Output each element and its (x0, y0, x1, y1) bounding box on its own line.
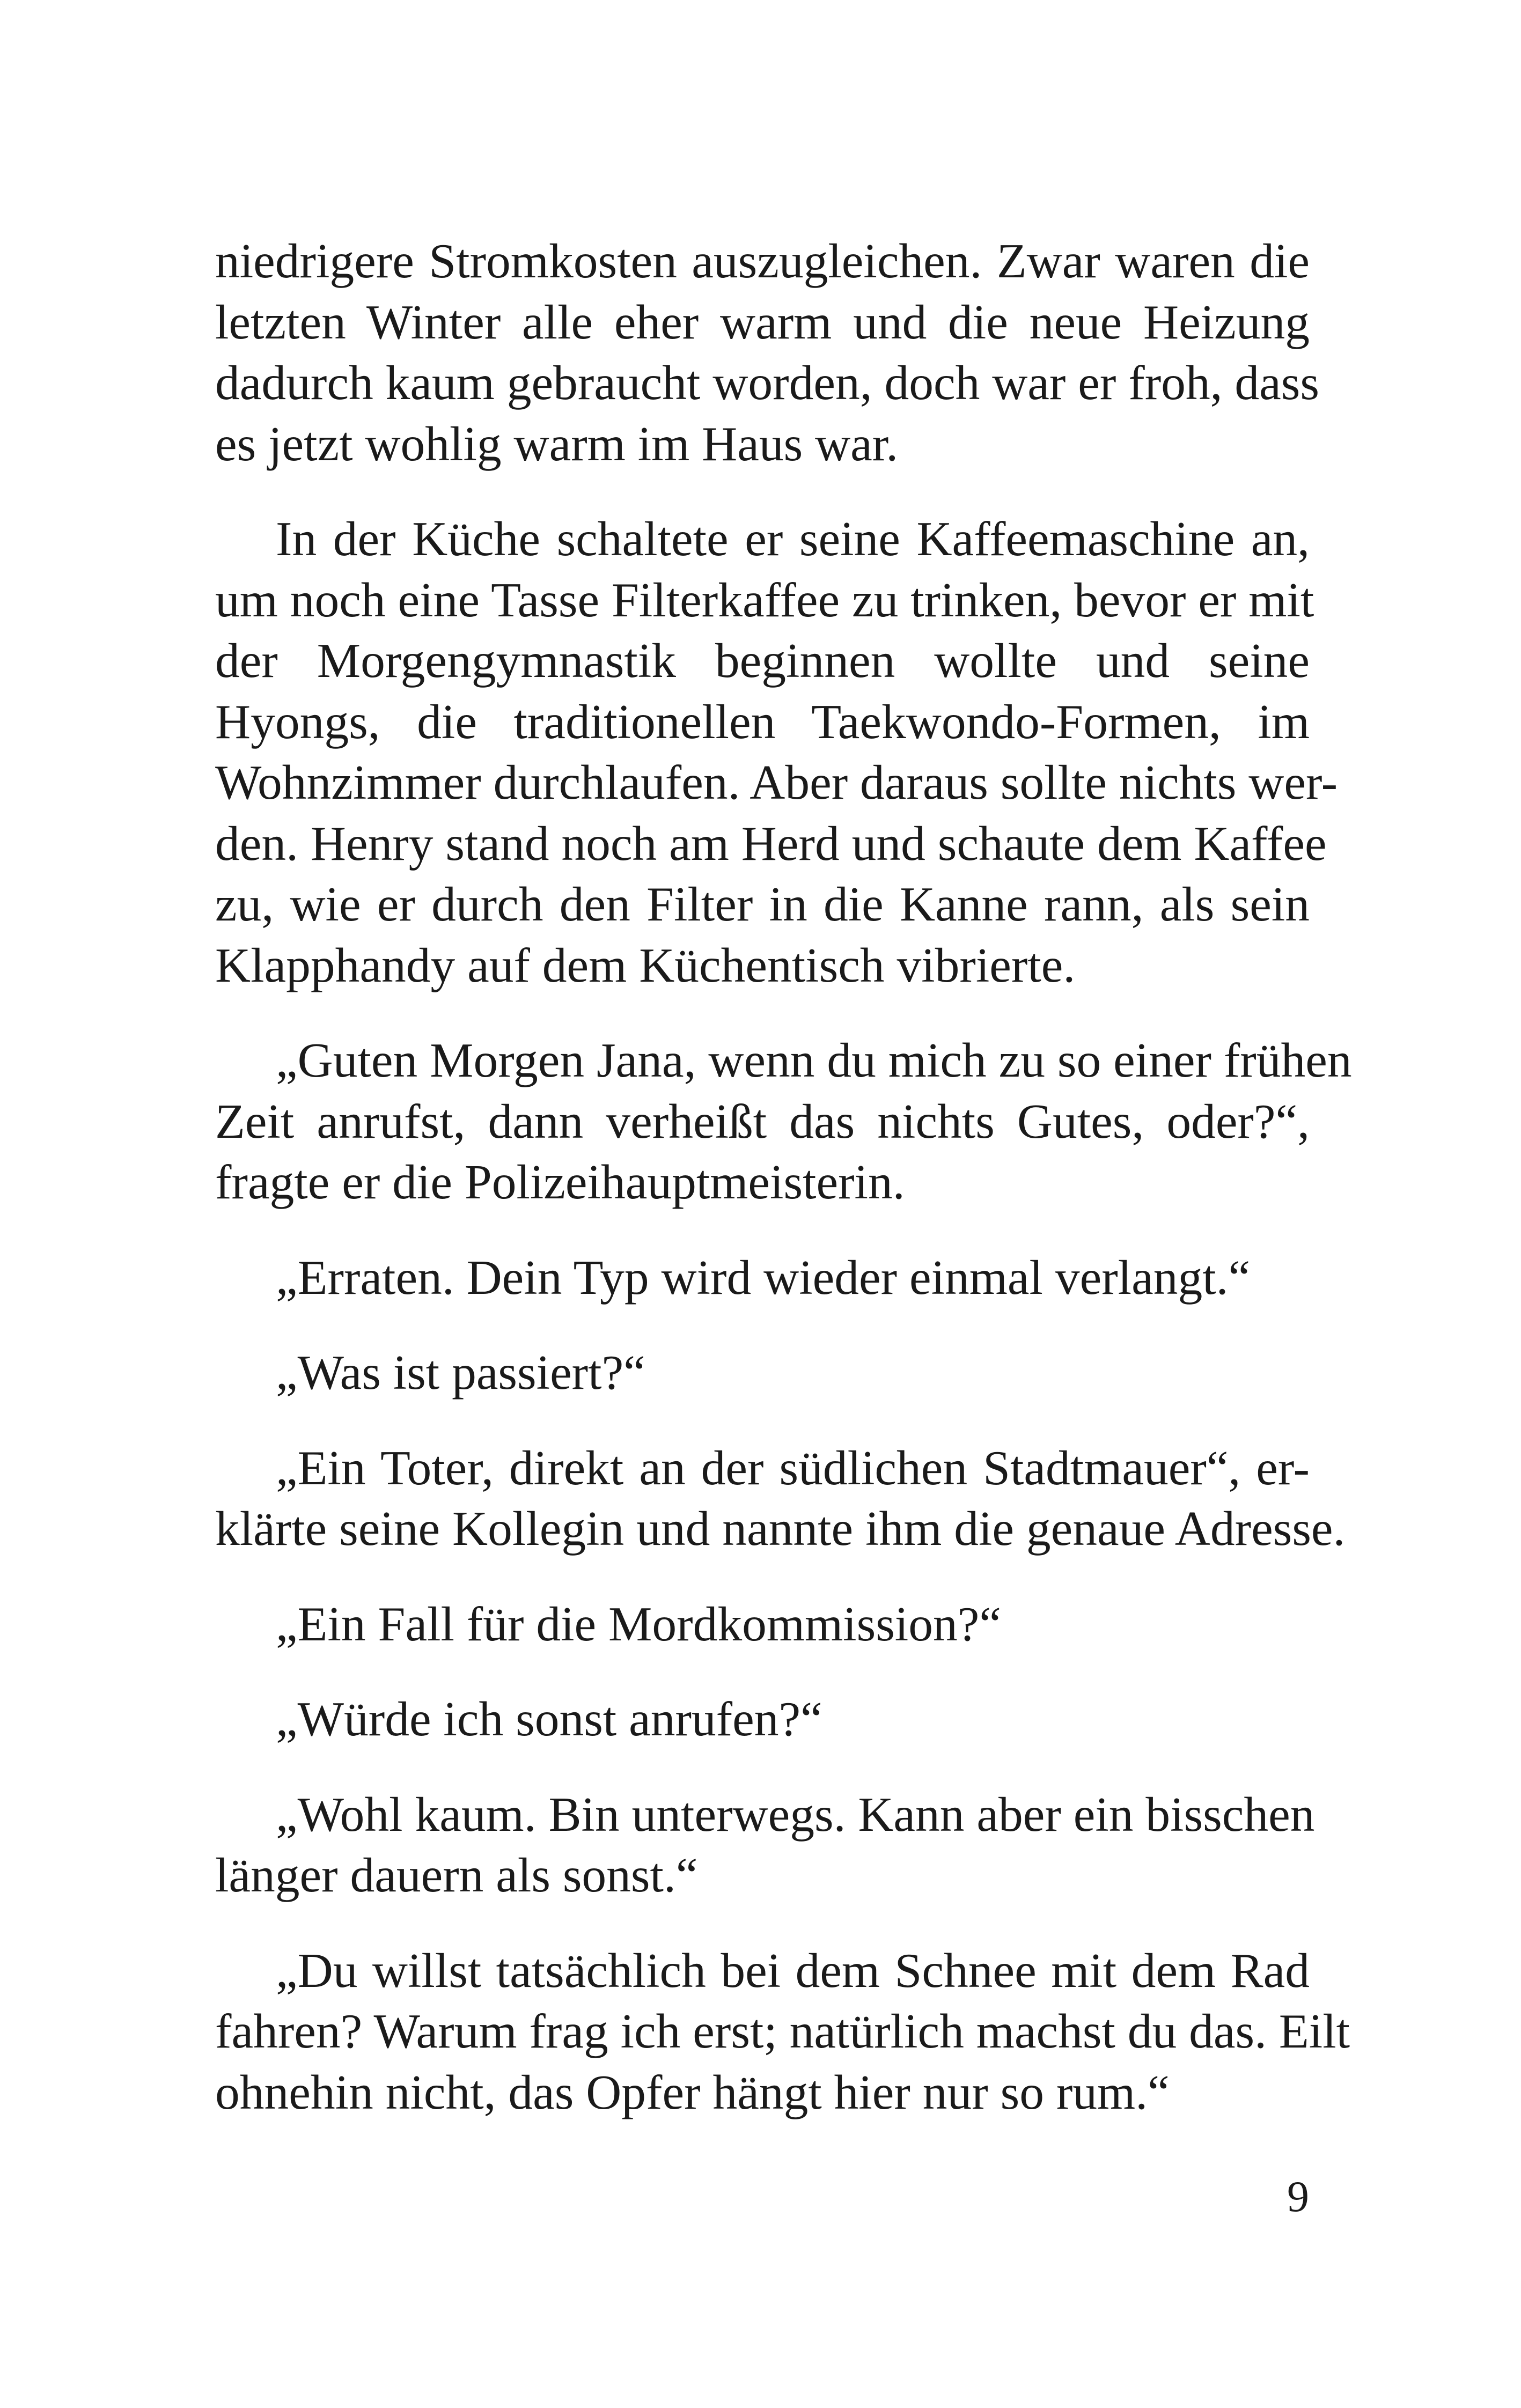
text-line: „Würde ich sonst anrufen?“ (276, 1691, 822, 1746)
paragraph (215, 509, 1338, 996)
paragraph (215, 1030, 1352, 1213)
text-line: ohnehin nicht, das Opfer hängt hier nur so rum.“ (215, 2064, 1170, 2119)
text-line: In der Küche schaltete er seine Kaffeemaschine an, (276, 511, 1310, 566)
text-line: den. Henry stand noch am Herd und schaute dem Kaffee (215, 815, 1327, 871)
text-line: zu, wie er durch den Filter in die Kanne rann, als sein (215, 877, 1310, 931)
text-line: „Ein Toter, direkt an der südlichen Stadtmauer“, er- (276, 1440, 1310, 1495)
text-line: „Was ist passiert?“ (276, 1345, 645, 1400)
paragraph (215, 1438, 1346, 1559)
paragraph (215, 1342, 1310, 1403)
paragraph (215, 1594, 1310, 1655)
text-line: Zeit anrufst, dann verheißt das nichts Gutes, oder?“, (215, 1093, 1310, 1148)
body-text (215, 231, 1352, 2123)
text-line: fahren? Warum frag ich erst; natürlich machst du das. Eilt (215, 2004, 1350, 2058)
text-line: um noch eine Tasse Filterkaffee zu trinken, bevor er mit (215, 572, 1314, 627)
text-line: länger dauern als sonst.“ (215, 1847, 698, 1902)
paragraph (215, 1784, 1315, 1906)
text-line: dadurch kaum gebraucht worden, doch war er froh, dass (215, 355, 1319, 410)
text-line: „Wohl kaum. Bin unterwegs. Kann aber ein bisschen (276, 1786, 1315, 1842)
text-line: Hyongs, die traditionellen Taekwondo-Formen, im (215, 694, 1310, 749)
text-line: „Ein Fall für die Mordkommission?“ (276, 1596, 1001, 1651)
text-line: letzten Winter alle eher warm und die neue Heizung (215, 294, 1310, 349)
paragraph (215, 1940, 1350, 2123)
text-line: der Morgengymnastik beginnen wollte und seine (215, 633, 1310, 688)
text-line: fragte er die Polizeihauptmeisterin. (215, 1154, 905, 1209)
text-line: niedrigere Stromkosten auszugleichen. Zwar waren die (215, 233, 1310, 288)
page-number: 9 (1287, 2172, 1309, 2221)
text-line: „Guten Morgen Jana, wenn du mich zu so einer frühen (276, 1033, 1352, 1087)
text-line: „Erraten. Dein Typ wird wieder einmal verlangt.“ (276, 1249, 1251, 1305)
text-line: „Du willst tatsächlich bei dem Schnee mit dem Rad (276, 1942, 1310, 1998)
text-line: es jetzt wohlig warm im Haus war. (215, 416, 899, 471)
text-line: klärte seine Kollegin und nannte ihm die genaue Adresse. (215, 1501, 1346, 1556)
paragraph (215, 1689, 1310, 1750)
text-line: Wohnzimmer durchlaufen. Aber daraus sollte nichts wer- (215, 755, 1338, 809)
text-line: Klapphandy auf dem Küchentisch vibrierte. (215, 937, 1076, 992)
paragraph (215, 1247, 1310, 1308)
paragraph (215, 231, 1319, 474)
